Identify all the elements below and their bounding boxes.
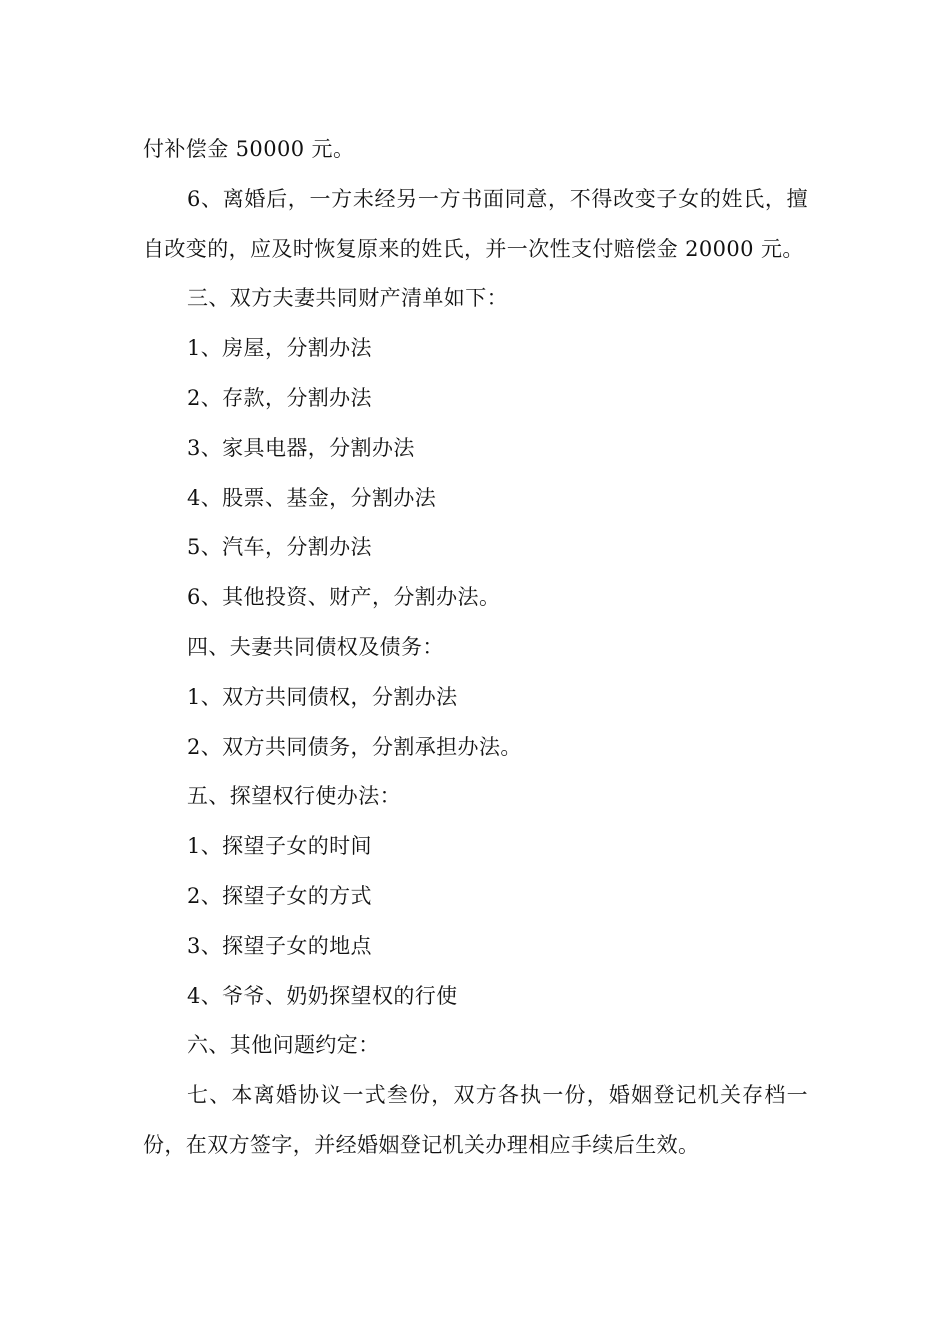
document-body [143, 125, 808, 1171]
list-item: 6、其他投资、财产，分割办法。 [187, 585, 501, 610]
list-item: 4、股票、基金，分割办法 [187, 485, 437, 510]
list-item: 1、探望子女的时间 [187, 834, 372, 859]
section-heading-6: 六、其他问题约定： [187, 1033, 380, 1058]
list-item: 5、汽车，分割办法 [187, 535, 372, 560]
list-item: 1、房屋，分割办法 [187, 336, 372, 361]
list-item: 3、探望子女的地点 [187, 933, 372, 958]
list-item: 3、家具电器，分割办法 [187, 435, 415, 460]
paragraph-item-6-surname: 6、离婚后，一方未经另一方书面同意，不得改变子女的姓氏，擅自改变的，应及时恢复原来的姓氏，并一次性支付赔偿金 20000 元。 [143, 186, 808, 261]
list-item: 4、爷爷、奶奶探望权的行使 [187, 983, 458, 1008]
list-item: 1、双方共同债权，分割办法 [187, 684, 458, 709]
section-heading-5: 五、探望权行使办法： [187, 784, 401, 809]
list-item: 2、双方共同债务，分割承担办法。 [187, 734, 522, 759]
paragraph-continuation: 付补偿金 50000 元。 [143, 137, 355, 161]
section-heading-3: 三、双方夫妻共同财产清单如下： [187, 286, 508, 311]
list-item: 2、存款，分割办法 [187, 385, 372, 410]
list-item: 2、探望子女的方式 [187, 883, 372, 908]
section-heading-4: 四、夫妻共同债权及债务： [187, 634, 444, 659]
section-heading-7: 七、本离婚协议一式叁份，双方各执一份，婚姻登记机关存档一份，在双方签字，并经婚姻登记机关办理相应手续后生效。 [143, 1083, 808, 1157]
